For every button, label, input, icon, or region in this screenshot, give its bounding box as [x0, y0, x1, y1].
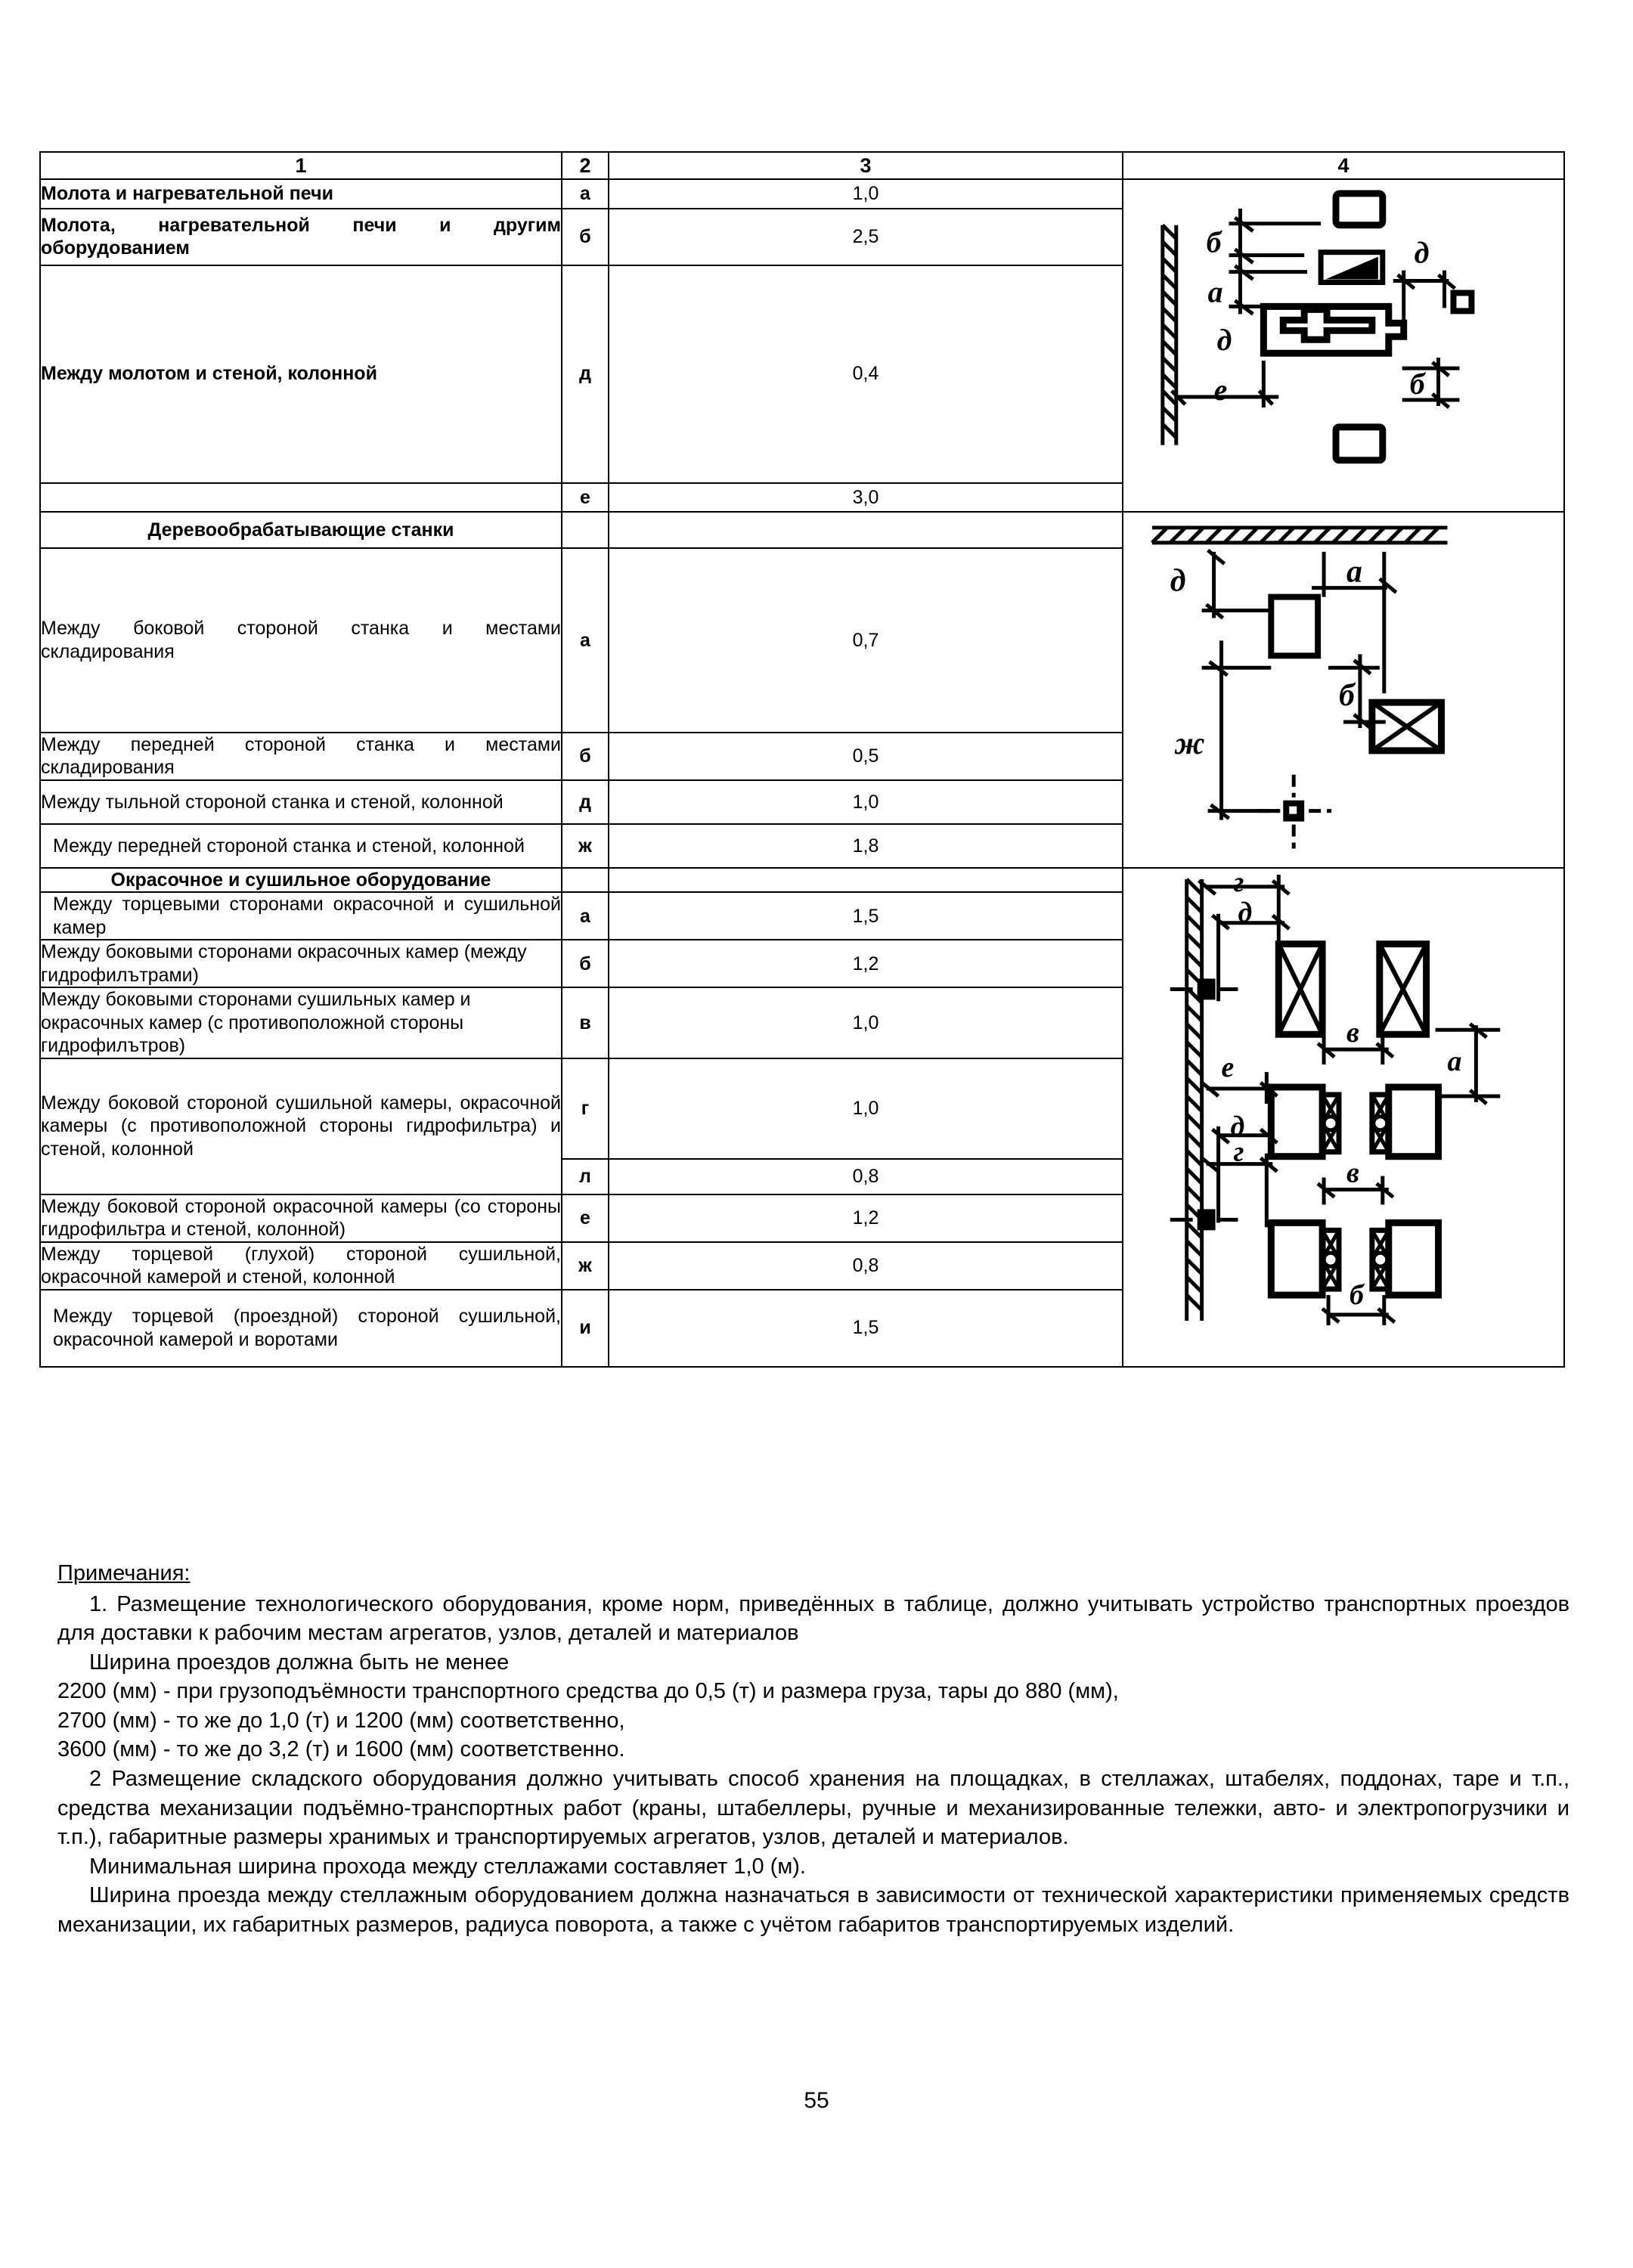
- equipment-box-bottom: [1336, 427, 1383, 460]
- row-description: Между боковой стороной окрасочной камеры (со стороны гидрофильтра и стеной, колонной): [40, 1194, 562, 1242]
- drying-chamber-top-right: [1380, 944, 1427, 1035]
- row-value: 1,0: [609, 1058, 1123, 1159]
- note-item-2: Ширина проездов должна быть не менее: [89, 1650, 510, 1675]
- row-value: 1,0: [609, 987, 1123, 1058]
- wall-hatch: [1187, 879, 1202, 1321]
- row-value: 3,0: [609, 483, 1123, 513]
- row-code: л: [562, 1159, 609, 1194]
- section-value-empty: [609, 868, 1123, 893]
- label-d: д: [1216, 323, 1232, 358]
- column-header-2: 2: [562, 152, 609, 179]
- row-code: д: [562, 265, 609, 483]
- table-header-row: [40, 152, 1564, 179]
- row-value: 0,4: [609, 265, 1123, 483]
- label-d-low: д: [1230, 1110, 1245, 1142]
- label-v-low: в: [1346, 1157, 1359, 1189]
- row-code: а: [562, 179, 609, 209]
- note-item-6: 2 Размещение складского оборудования должно учитывать способ хранения на площадках, в стеллажах, штабелях, поддонах, таре и т.п., средства механизации подъёмно-транспортных работ (краны, штабеллеры, ручные и механизированные тележки, авто- и электропогрузчики и т.п.), габаритные размеры хранимых и транспортируемых агрегатов, узлов, деталей и материалов.: [57, 1766, 1569, 1850]
- drawing-cell-painting: [1123, 868, 1564, 1367]
- equipment-box-top: [1336, 194, 1383, 225]
- row-code: г: [562, 1058, 609, 1159]
- label-a: а: [1447, 1045, 1462, 1077]
- drawing-cell-woodworking: [1123, 512, 1564, 867]
- paint-chamber-low-right: [1372, 1222, 1439, 1295]
- paint-chamber-low-left: [1271, 1222, 1339, 1295]
- dimension-lines: [1202, 550, 1396, 820]
- section-code-empty: [562, 512, 609, 547]
- row-code: д: [562, 780, 609, 824]
- hammer-layout-diagram: [1123, 180, 1563, 511]
- equipment-spacing-table: [39, 151, 1565, 1368]
- table-section-row: [40, 512, 1564, 547]
- note-item-8: Ширина проезда между стеллажным оборудованием должна назначаться в зависимости от технической характеристики применяемых средств механизации, их габаритных размеров, радиуса поворота, а также с учётом габаритов транспортируемых изделий.: [57, 1883, 1569, 1937]
- label-d-right: д: [1414, 235, 1430, 270]
- row-code: в: [562, 987, 609, 1058]
- equipment-box-right: [1453, 293, 1471, 311]
- column-header-3: 3: [609, 152, 1123, 179]
- section-title-woodworking: Деревообрабатывающие станки: [40, 512, 562, 547]
- row-description: Между боковыми сторонами окрасочных камер (между гидрофилътрами): [40, 940, 562, 987]
- drawing-cell-hammer: [1123, 179, 1564, 512]
- row-value: 1,2: [609, 1194, 1123, 1242]
- row-description: Между торцевой (глухой) стороной сушильной, окрасочной камерой и стеной, колонной: [40, 1242, 562, 1290]
- row-value: 1,8: [609, 824, 1123, 868]
- note-item-3: 2200 (мм) - при грузоподъёмности транспортного средства до 0,5 (т) и размера груза, тары до 880 (мм),: [57, 1679, 1119, 1704]
- row-description: Молота и нагревательной печи: [40, 179, 562, 209]
- row-code: б: [562, 940, 609, 987]
- paint-dry-chamber-layout-diagram: [1123, 869, 1563, 1366]
- row-description: Между торцевой (проездной) стороной сушильной, окрасочной камерой и воротами: [40, 1290, 562, 1367]
- row-code: е: [562, 483, 609, 513]
- row-description: Между тыльной стороной станка и стеной, колонной: [40, 780, 562, 824]
- table-section-row: [40, 868, 1564, 893]
- paint-chamber-mid-left: [1271, 1087, 1339, 1157]
- storage-box: [1372, 703, 1442, 751]
- label-b: б: [1339, 678, 1355, 714]
- note-item-7: Минимальная ширина прохода между стеллажами составляет 1,0 (м).: [89, 1854, 806, 1879]
- row-description: Молота, нагревательной печи и другим оборудованием: [40, 209, 562, 265]
- dimension-lines: [1199, 875, 1501, 1325]
- note-item-4: 2700 (мм) - то же до 1,0 (т) и 1200 (мм) соответственно,: [57, 1708, 625, 1733]
- row-description: Между торцевыми сторонами окрасочной и сушильной камер: [40, 892, 562, 940]
- row-description: Между передней стороной станка и стеной, колонной: [40, 824, 562, 868]
- label-b-top: б: [1206, 225, 1222, 259]
- row-description: Между молотом и стеной, колонной: [40, 265, 562, 483]
- row-description: Между боковыми сторонами сушильных камер и окрасочных камер (с противоположной стороны гидрофилътров): [40, 987, 562, 1058]
- section-title-painting: Окрасочное и сушильное оборудование: [40, 868, 562, 893]
- row-code: б: [562, 733, 609, 780]
- woodworking-machine-layout-diagram: [1123, 513, 1563, 866]
- row-value: 0,7: [609, 548, 1123, 733]
- section-value-empty: [609, 512, 1123, 547]
- wall-hatch: [1152, 528, 1448, 543]
- machine-box: [1271, 597, 1318, 656]
- notes-title: Примечания:: [57, 1561, 191, 1585]
- row-value: 2,5: [609, 209, 1123, 265]
- column-markers: [1170, 978, 1238, 1230]
- row-code: ж: [562, 824, 609, 868]
- row-code: а: [562, 892, 609, 940]
- row-value: 1,2: [609, 940, 1123, 987]
- label-e: е: [1213, 372, 1228, 407]
- row-description: Между передней стороной станка и местами складирования: [40, 733, 562, 780]
- row-code: б: [562, 209, 609, 265]
- wall-hatch: [1163, 225, 1176, 445]
- note-item-1: 1. Размещение технологического оборудования, кроме норм, приведённых в таблице, должно учитывать устройство транспортных проездов для доставки к рабочим местам агрегатов, узлов, деталей и материалов: [57, 1591, 1569, 1646]
- row-value: 1,0: [609, 780, 1123, 824]
- page-number: 55: [804, 2088, 829, 2113]
- label-b: б: [1349, 1278, 1364, 1311]
- column-header-4: 4: [1123, 152, 1564, 179]
- drying-chamber-top-left: [1278, 944, 1322, 1035]
- row-value: 1,5: [609, 1290, 1123, 1367]
- row-description: Между боковой стороной станка и местами складирования: [40, 548, 562, 733]
- row-code: а: [562, 548, 609, 733]
- row-code: и: [562, 1290, 609, 1367]
- row-description: [40, 483, 562, 513]
- furnace-shape: [1321, 253, 1383, 283]
- label-g-top: г: [1233, 868, 1244, 898]
- diagram-labels: [1170, 555, 1362, 761]
- label-a: а: [1207, 274, 1223, 309]
- row-code: ж: [562, 1242, 609, 1290]
- label-a: а: [1346, 555, 1362, 590]
- label-g-low: г: [1233, 1136, 1244, 1168]
- label-d-top: д: [1238, 896, 1253, 928]
- column-header-1: 1: [40, 152, 562, 179]
- notes-block: [57, 1559, 1569, 1939]
- note-item-5: 3600 (мм) - то же до 3,2 (т) и 1600 (мм) соответственно.: [57, 1737, 625, 1762]
- label-e: е: [1221, 1051, 1235, 1083]
- row-description: Между боковой стороной сушильной камеры, окрасочной камеры (с противоположной стороны гидрофильтра) и стеной, колонной: [40, 1058, 562, 1194]
- label-zh: ж: [1174, 727, 1205, 762]
- row-value: 0,8: [609, 1242, 1123, 1290]
- row-code: е: [562, 1194, 609, 1242]
- paint-chamber-mid-right: [1372, 1087, 1439, 1157]
- label-d: д: [1170, 564, 1186, 600]
- table-row: [40, 179, 1564, 209]
- row-value: 0,5: [609, 733, 1123, 780]
- hammer-body: [1263, 306, 1403, 353]
- row-value: 1,5: [609, 892, 1123, 940]
- notes-title-wrap: [57, 1559, 1569, 1590]
- row-value: 1,0: [609, 179, 1123, 209]
- label-v-top: в: [1346, 1017, 1359, 1049]
- section-code-empty: [562, 868, 609, 893]
- row-value: 0,8: [609, 1159, 1123, 1194]
- label-b-bottom: б: [1409, 367, 1425, 401]
